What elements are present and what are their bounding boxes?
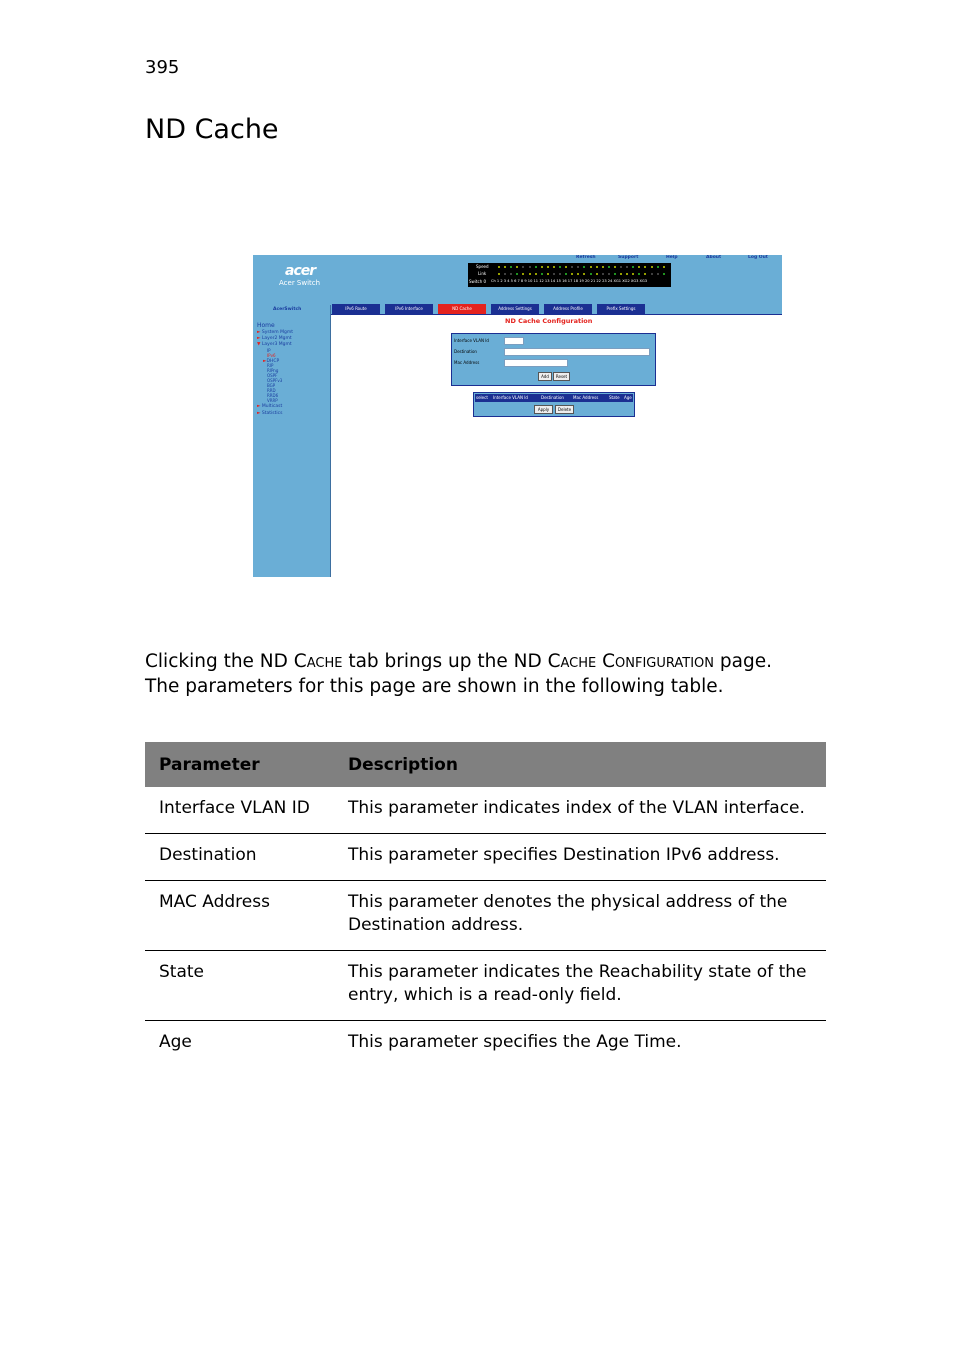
port-led bbox=[608, 266, 610, 268]
port-led bbox=[614, 266, 616, 268]
tab-address-settings[interactable]: Address Settings bbox=[491, 304, 539, 314]
intro-text: The parameters for this page are shown in the following table. bbox=[145, 676, 724, 697]
link-label: Link bbox=[478, 271, 487, 276]
port-status-panel bbox=[468, 263, 671, 287]
intro-text: tab brings up the ND bbox=[342, 651, 548, 672]
intro-text: Clicking the ND bbox=[145, 651, 294, 672]
port-led bbox=[565, 266, 567, 268]
port-led bbox=[547, 273, 549, 275]
port-led bbox=[626, 266, 628, 268]
sidebar-item-bgp[interactable]: BGP bbox=[267, 383, 276, 388]
port-led bbox=[632, 273, 634, 275]
page-number: 395 bbox=[145, 57, 180, 78]
port-led bbox=[529, 273, 531, 275]
tab-ipv6-route[interactable]: IPv6 Route bbox=[332, 304, 380, 314]
port-led bbox=[565, 273, 567, 275]
port-led bbox=[632, 266, 634, 268]
port-led bbox=[559, 273, 561, 275]
intro-tab-name: Cache bbox=[293, 651, 343, 672]
port-led bbox=[510, 273, 512, 275]
port-led bbox=[651, 273, 653, 275]
help-link[interactable]: Help bbox=[666, 255, 678, 260]
port-led bbox=[620, 266, 622, 268]
support-link[interactable]: Support bbox=[618, 255, 639, 260]
destination-input[interactable] bbox=[504, 348, 650, 356]
sidebar-item-vrrp[interactable]: VRRP bbox=[267, 398, 278, 403]
port-led bbox=[644, 266, 646, 268]
port-led bbox=[602, 266, 604, 268]
port-led bbox=[504, 266, 506, 268]
parameter-description: This parameter specifies the Age Time. bbox=[348, 1032, 682, 1052]
sidebar-item-rrd6[interactable]: RRD6 bbox=[267, 393, 279, 398]
tab-prefix-settings[interactable]: Prefix Settings bbox=[597, 304, 645, 314]
col-interface-vlan-id: Interface VLAN Id bbox=[493, 395, 528, 400]
port-led bbox=[644, 273, 646, 275]
port-led bbox=[596, 266, 598, 268]
port-led bbox=[522, 266, 524, 268]
sidebar-item-rip[interactable]: RIP bbox=[267, 363, 274, 368]
sidebar bbox=[253, 315, 331, 577]
parameter-description: This parameter specifies Destination IPv6 address. bbox=[334, 834, 826, 881]
port-led bbox=[547, 266, 549, 268]
logout-link[interactable]: Log Out bbox=[748, 255, 768, 260]
nd-cache-form bbox=[451, 333, 656, 386]
port-led bbox=[535, 266, 537, 268]
parameter-name: MAC Address bbox=[145, 881, 334, 951]
sidebar-item-statistics[interactable]: ► Statistics bbox=[257, 411, 283, 416]
top-links bbox=[573, 255, 782, 263]
parameter-name: Interface VLAN ID bbox=[145, 787, 334, 834]
nd-cache-screenshot bbox=[253, 255, 782, 577]
sidebar-item-layer3-mgmt[interactable]: ▼ Layer3 Mgmt bbox=[257, 342, 292, 347]
about-link[interactable]: About bbox=[706, 255, 722, 260]
port-led bbox=[577, 273, 579, 275]
speed-label: Speed bbox=[476, 264, 489, 269]
port-led bbox=[553, 266, 555, 268]
port-led bbox=[638, 273, 640, 275]
port-led bbox=[541, 266, 543, 268]
switch-label: Switch 0 bbox=[469, 279, 487, 284]
port-led bbox=[510, 266, 512, 268]
destination-label: Destination bbox=[454, 349, 477, 354]
apply-button[interactable]: Apply bbox=[534, 405, 553, 414]
tab-nd-cache[interactable]: ND Cache bbox=[438, 304, 486, 314]
table-row bbox=[145, 881, 826, 951]
parameter-name: Age bbox=[159, 1032, 192, 1052]
sidebar-item-dhcp[interactable]: ►DHCP bbox=[263, 359, 280, 364]
port-led bbox=[608, 273, 610, 275]
form-title: ND Cache Configuration bbox=[505, 317, 593, 325]
port-led bbox=[614, 273, 616, 275]
port-numbers: Ch 1 2 3 4 5 6 7 8 9 10 11 12 13 14 15 16 17 18 19 20 21 22 23 24 XG1 XG2 XG3 XG3 bbox=[491, 279, 648, 283]
table-row bbox=[145, 834, 826, 881]
port-led bbox=[590, 266, 592, 268]
intro-paragraph bbox=[145, 649, 835, 699]
port-led bbox=[571, 273, 573, 275]
port-led bbox=[535, 273, 537, 275]
nd-cache-table bbox=[473, 392, 635, 417]
port-led bbox=[571, 266, 573, 268]
tab-underline bbox=[331, 314, 782, 315]
brand-name: Acer Switch bbox=[279, 279, 321, 287]
tab-ipv6-interface[interactable]: IPv6 Interface bbox=[385, 304, 433, 314]
port-led bbox=[657, 273, 659, 275]
port-led bbox=[663, 266, 665, 268]
port-led bbox=[590, 273, 592, 275]
parameter-description: This parameter indicates the Reachability state of the entry, which is a read-only field. bbox=[334, 951, 826, 1021]
col-mac-address: Mac Address bbox=[573, 395, 599, 400]
port-led bbox=[577, 266, 579, 268]
table-row bbox=[145, 787, 826, 834]
sidebar-item-multicast[interactable]: ► Multicast bbox=[257, 404, 283, 409]
port-led bbox=[583, 273, 585, 275]
port-led bbox=[541, 273, 543, 275]
intro-text: page. bbox=[714, 651, 772, 672]
header-description: Description bbox=[334, 742, 826, 787]
sidebar-border bbox=[330, 305, 331, 577]
sidebar-header-label: AcerSwitch bbox=[273, 307, 302, 312]
vlan-id-label: Interface VLAN Id bbox=[454, 338, 489, 343]
port-led bbox=[602, 273, 604, 275]
port-led bbox=[638, 266, 640, 268]
port-led bbox=[504, 273, 506, 275]
mac-address-input[interactable] bbox=[504, 359, 568, 367]
intro-page-name: Cache Configuration bbox=[547, 651, 715, 672]
port-led bbox=[620, 273, 622, 275]
port-led bbox=[522, 273, 524, 275]
port-led bbox=[626, 273, 628, 275]
port-led bbox=[553, 273, 555, 275]
table-row bbox=[145, 1021, 826, 1068]
add-button[interactable]: Add bbox=[538, 372, 552, 381]
reset-button[interactable]: Reset bbox=[553, 372, 570, 381]
acer-logo: acer bbox=[285, 263, 316, 279]
parameter-name: Destination bbox=[145, 834, 334, 881]
header-parameter: Parameter bbox=[145, 742, 334, 787]
port-led bbox=[498, 266, 500, 268]
sidebar-item-home[interactable]: Home bbox=[257, 322, 275, 329]
parameter-description: This parameter indicates index of the VLAN interface. bbox=[334, 787, 826, 834]
parameter-name: State bbox=[145, 951, 334, 1021]
port-led bbox=[516, 266, 518, 268]
mac-address-label: Mac Address bbox=[454, 360, 480, 365]
port-led bbox=[529, 266, 531, 268]
parameter-table bbox=[145, 742, 826, 1067]
sidebar-item-ripng[interactable]: RIPng bbox=[267, 368, 279, 373]
sidebar-item-rrd[interactable]: RRD bbox=[267, 388, 276, 393]
port-led bbox=[651, 266, 653, 268]
vlan-id-input[interactable] bbox=[504, 337, 524, 345]
port-led bbox=[596, 273, 598, 275]
sidebar-item-system-mgmt[interactable]: ► System Mgmt bbox=[257, 330, 294, 335]
col-destination: Destination bbox=[541, 395, 564, 400]
table-row bbox=[145, 951, 826, 1021]
sidebar-item-layer2-mgmt[interactable]: ► Layer2 Mgmt bbox=[257, 336, 292, 341]
tab-address-profile[interactable]: Address Profile bbox=[544, 304, 592, 314]
refresh-link[interactable]: Refresh bbox=[576, 255, 596, 260]
parameter-description: This parameter denotes the physical address of the Destination address. bbox=[334, 881, 826, 951]
sidebar-header bbox=[253, 305, 331, 315]
nd-cache-table-header bbox=[475, 394, 633, 402]
port-led bbox=[516, 273, 518, 275]
port-led bbox=[498, 273, 500, 275]
sidebar-item-ip[interactable]: IP bbox=[267, 348, 271, 353]
col-select: select bbox=[476, 395, 488, 400]
col-state: State bbox=[609, 395, 620, 400]
sidebar-item-ipv6[interactable]: IPv6 bbox=[267, 353, 276, 358]
port-led bbox=[663, 273, 665, 275]
table-header-row bbox=[145, 742, 826, 787]
delete-button[interactable]: Delete bbox=[555, 405, 574, 414]
port-led bbox=[583, 266, 585, 268]
page-title: ND Cache bbox=[145, 114, 279, 145]
port-led bbox=[657, 266, 659, 268]
sidebar-item-ospf[interactable]: OSPF bbox=[267, 373, 278, 378]
col-age: Age bbox=[624, 395, 632, 400]
sidebar-item-ospfv3[interactable]: OSPFv3 bbox=[267, 378, 283, 383]
port-led bbox=[559, 266, 561, 268]
